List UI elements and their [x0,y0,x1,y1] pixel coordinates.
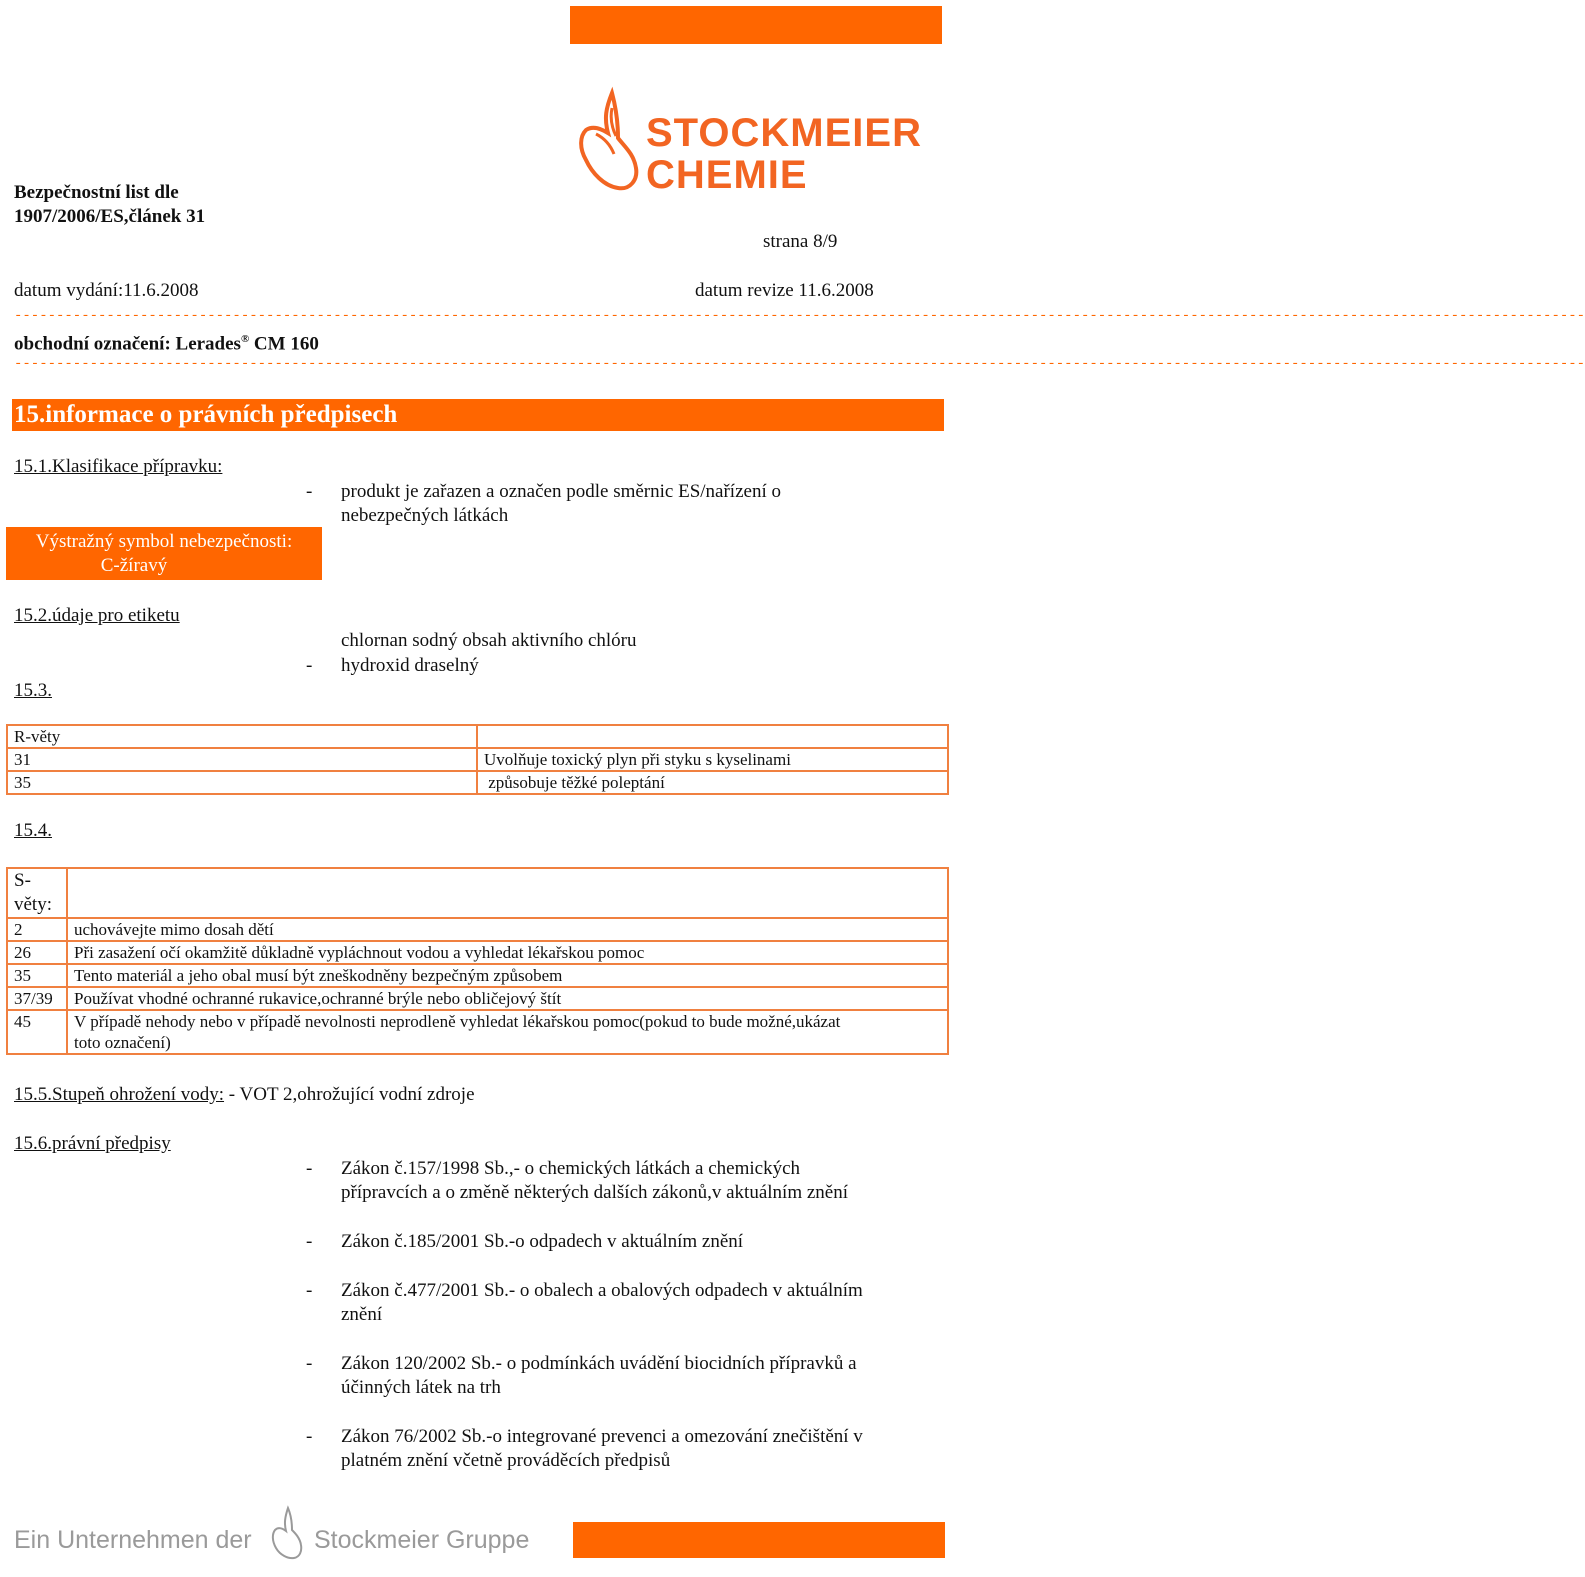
table-row [7,725,948,748]
section-15-2-item2: hydroxid draselný [341,655,479,676]
logo-text-line1: STOCKMEIER [646,111,922,155]
s-code: 35 [7,964,67,987]
section-15-5-label: 15.5.Stupeň ohrožení vody: [14,1084,225,1105]
law-dash: - [306,1280,313,1301]
section-15-6-label: 15.6.právní předpisy [14,1133,171,1154]
section-15-2-dash: - [306,655,313,676]
r-phrases-table [6,724,949,795]
revision-date: datum revize 11.6.2008 [695,280,874,301]
law-item [341,1157,848,1205]
table-row [7,941,948,964]
registered-mark: ® [240,333,250,345]
law-item-line2: znění [341,1304,383,1325]
document-title-line2: 1907/2006/ES,článek 31 [14,206,206,227]
table-row [7,987,948,1010]
law-item-line2: přípravcích a o změně některých dalších zákonů,v aktuálním znění [341,1182,848,1203]
table-row [7,918,948,941]
law-item-line1: Zákon 120/2002 Sb.- o podmínkách uvádění biocidních přípravků a [341,1353,857,1374]
section-15-4-label: 15.4. [14,820,52,841]
section-15-5 [14,1083,475,1107]
section-15-1-text-line1: produkt je zařazen a označen podle směrnic ES/nařízení o [341,481,781,502]
section-15-1-text [341,480,781,528]
issue-date: datum vydání:11.6.2008 [14,280,199,301]
footer-left-text: Ein Unternehmen der [14,1526,252,1554]
trade-name [14,327,319,356]
section-15-2-label: 15.2.údaje pro etiketu [14,605,180,626]
document-title [14,181,205,229]
footer-bar [573,1522,945,1558]
law-dash: - [306,1426,313,1447]
s-text: Tento materiál a jeho obal musí být zneškodněny bezpečným způsobem [67,964,948,987]
s-code: 2 [7,918,67,941]
s-table-header-empty [67,868,948,918]
stockmeier-logo [574,88,944,198]
trade-name-product: CM 160 [249,333,319,355]
r-text: způsobuje těžké poleptání [477,771,948,794]
hazard-symbol-box [6,527,322,580]
footer-hand-icon [270,1505,304,1561]
section-15-2-item1: chlornan sodný obsah aktivního chlóru [341,630,637,651]
r-table-header-empty [477,725,948,748]
s-phrases-table [6,867,949,1055]
separator-line-1: ------------------------------------------------------------------------------------------------------------------------------------------------------------------------------------------- [14,308,1585,324]
section-15-1-dash: - [306,481,313,502]
table-row [7,1010,948,1054]
header-top-bar [570,6,942,44]
separator-line-2: ------------------------------------------------------------------------------------------------------------------------------------------------------------------------------------------- [14,356,1585,372]
s-text: Používat vhodné ochranné rukavice,ochranné brýle nebo obličejový štít [67,987,948,1010]
s-table-header-line2: věty: [14,894,52,915]
law-item [341,1352,857,1400]
flame-hand-icon [574,88,644,193]
law-dash: - [306,1353,313,1374]
section-title: 15.informace o právních předpisech [14,401,398,428]
document-title-line1: Bezpečnostní list dle [14,182,179,203]
footer-right-text: Stockmeier Gruppe [314,1526,530,1554]
s-table-header [7,868,67,918]
s-text: uchovávejte mimo dosah dětí [67,918,948,941]
law-dash: - [306,1158,313,1179]
law-item-line1: Zákon č.477/2001 Sb.- o obalech a obalových odpadech v aktuálním [341,1280,863,1301]
r-code: 35 [7,771,477,794]
hazard-symbol-label: Výstražný symbol nebezpečnosti: [35,531,293,552]
law-dash: - [306,1231,313,1252]
section-15-1-label: 15.1.Klasifikace přípravku: [14,456,223,477]
r-text: Uvolňuje toxický plyn při styku s kyselinami [477,748,948,771]
section-15-5-text: - VOT 2,ohrožující vodní zdroje [224,1084,475,1105]
r-code: 31 [7,748,477,771]
law-item-line2: účinných látek na trh [341,1377,501,1398]
s-code: 37/39 [7,987,67,1010]
table-row [7,748,948,771]
section-title-bar [12,399,944,431]
table-row [7,771,948,794]
r-table-header: R-věty [7,725,477,748]
table-row [7,964,948,987]
law-item-line1: Zákon č.185/2001 Sb.-o odpadech v aktuálním znění [341,1231,744,1252]
s-code: 45 [7,1010,67,1054]
section-15-1-text-line2: nebezpečných látkách [341,505,509,526]
s-text: V případě nehody nebo v případě nevolnosti neprodleně vyhledat lékařskou pomoc(pokud to bude možné,ukázat toto označení) [67,1010,948,1054]
law-item [341,1425,863,1473]
law-item [341,1230,743,1254]
hazard-symbol-value: C-žíravý [100,555,168,576]
law-item [341,1279,863,1327]
law-item-line1: Zákon č.157/1998 Sb.,- o chemických látkách a chemických [341,1158,801,1179]
law-item-line2: platném znění včetně prováděcích předpisů [341,1450,671,1471]
section-15-3-label: 15.3. [14,680,52,701]
s-text: Při zasažení očí okamžitě důkladně vypláchnout vodou a vyhledat lékařskou pomoc [67,941,948,964]
s-table-header-line1: S- [14,870,31,891]
table-row [7,868,948,918]
page-number: strana 8/9 [763,231,838,252]
logo-text-line2: CHEMIE [646,153,808,197]
s-code: 26 [7,941,67,964]
trade-name-label: obchodní označení: Lerades [14,333,241,355]
law-item-line1: Zákon 76/2002 Sb.-o integrované prevenci a omezování znečištění v [341,1426,863,1447]
